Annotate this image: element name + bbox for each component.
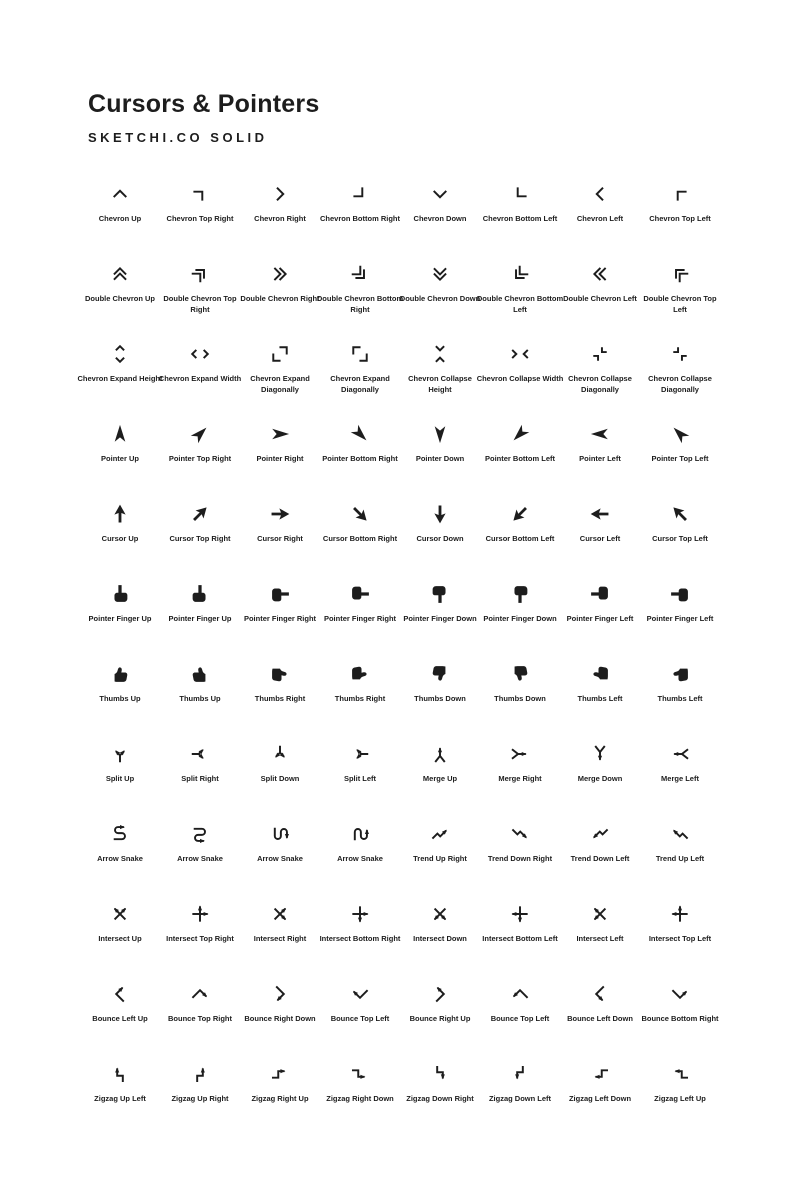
intersect-top-right-icon bbox=[187, 901, 213, 927]
arrow-snake-3-icon bbox=[267, 821, 293, 847]
icon-cell bbox=[240, 720, 320, 800]
trend-up-right-icon bbox=[427, 821, 453, 847]
cursor-top-left-icon bbox=[667, 501, 693, 527]
icon-cell bbox=[320, 320, 400, 400]
icon-cell bbox=[400, 640, 480, 720]
icon-label: Pointer Right bbox=[256, 454, 304, 463]
double-chevron-down-icon bbox=[427, 261, 453, 287]
icon-label: Double Chevron Left bbox=[563, 294, 637, 303]
icon-label: Double Chevron Down bbox=[399, 294, 481, 303]
icon-label: Bounce Left Up bbox=[92, 1014, 148, 1023]
icon-label: Bounce Top Left bbox=[490, 1014, 550, 1023]
icon-label: Intersect Top Left bbox=[648, 934, 712, 943]
page-title: Cursors & Pointers bbox=[88, 90, 320, 118]
icon-label: Cursor Right bbox=[257, 534, 303, 543]
icon-cell bbox=[400, 160, 480, 240]
double-chevron-top-left-icon bbox=[667, 261, 693, 287]
intersect-top-left-icon bbox=[667, 901, 693, 927]
chevron-collapse-diagonally-2-icon bbox=[667, 341, 693, 367]
icon-cell bbox=[560, 160, 640, 240]
icon-label: Pointer Finger Right bbox=[243, 614, 317, 623]
icon-label: Pointer Bottom Right bbox=[322, 454, 398, 463]
cursor-right-icon bbox=[267, 501, 293, 527]
thumbs-down-2-icon bbox=[507, 661, 533, 687]
header bbox=[88, 90, 319, 145]
pointer-up-icon bbox=[107, 421, 133, 447]
icon-cell bbox=[400, 1040, 480, 1120]
icon-label: Zigzag Up Left bbox=[94, 1094, 146, 1103]
icon-label: Intersect Bottom Right bbox=[319, 934, 401, 943]
merge-down-icon bbox=[587, 741, 613, 767]
icon-cell bbox=[480, 720, 560, 800]
icon-cell bbox=[240, 960, 320, 1040]
icon-label: Intersect Bottom Left bbox=[482, 934, 558, 943]
icon-label: Chevron Left bbox=[576, 214, 624, 223]
icon-label: Zigzag Up Right bbox=[171, 1094, 229, 1103]
icon-cell bbox=[480, 1040, 560, 1120]
icon-label: Pointer Finger Left bbox=[646, 614, 714, 623]
intersect-up-icon bbox=[107, 901, 133, 927]
pointer-bottom-right-icon bbox=[347, 421, 373, 447]
icon-label: Pointer Finger Up bbox=[168, 614, 232, 623]
icon-label: Chevron Collapse Diagonally bbox=[568, 374, 632, 394]
chevron-expand-diagonally-1-icon bbox=[267, 341, 293, 367]
icon-label: Double Chevron Right bbox=[240, 294, 320, 303]
intersect-bottom-left-icon bbox=[507, 901, 533, 927]
icon-label: Zigzag Down Left bbox=[488, 1094, 552, 1103]
icon-label: Pointer Left bbox=[579, 454, 621, 463]
cursor-up-icon bbox=[107, 501, 133, 527]
thumbs-left-1-icon bbox=[587, 661, 613, 687]
bounce-top-left-1-icon bbox=[347, 981, 373, 1007]
icon-cell bbox=[320, 480, 400, 560]
double-chevron-top-right-icon bbox=[187, 261, 213, 287]
icon-cell bbox=[80, 960, 160, 1040]
icon-cell bbox=[640, 880, 720, 960]
thumbs-down-1-icon bbox=[427, 661, 453, 687]
icon-cell bbox=[480, 640, 560, 720]
icon-label: Arrow Snake bbox=[97, 854, 143, 863]
thumbs-up-2-icon bbox=[187, 661, 213, 687]
pointer-finger-left-1-icon bbox=[587, 581, 613, 607]
icon-label: Chevron Right bbox=[254, 214, 306, 223]
icon-label: Double Chevron Up bbox=[84, 294, 155, 303]
icon-label: Bounce Left Down bbox=[567, 1014, 633, 1023]
trend-up-left-icon bbox=[667, 821, 693, 847]
split-right-icon bbox=[187, 741, 213, 767]
icon-label: Thumbs Up bbox=[99, 694, 141, 703]
icon-cell bbox=[480, 160, 560, 240]
pointer-finger-up-2-icon bbox=[187, 581, 213, 607]
chevron-left-icon bbox=[587, 181, 613, 207]
icon-cell bbox=[320, 560, 400, 640]
icon-cell bbox=[400, 400, 480, 480]
merge-up-icon bbox=[427, 741, 453, 767]
icon-cell bbox=[640, 720, 720, 800]
icon-cell bbox=[240, 240, 320, 320]
icon-cell bbox=[480, 960, 560, 1040]
split-left-icon bbox=[347, 741, 373, 767]
icon-label: Double Chevron Bottom Left bbox=[476, 294, 564, 314]
icon-cell bbox=[480, 400, 560, 480]
icon-label: Thumbs Up bbox=[179, 694, 221, 703]
icon-cell bbox=[400, 800, 480, 880]
icon-cell bbox=[560, 640, 640, 720]
icon-cell bbox=[240, 640, 320, 720]
pointer-down-icon bbox=[427, 421, 453, 447]
icon-cell bbox=[560, 480, 640, 560]
bounce-left-down-icon bbox=[587, 981, 613, 1007]
chevron-expand-height-icon bbox=[107, 341, 133, 367]
icon-label: Thumbs Down bbox=[414, 694, 466, 703]
icon-label: Bounce Right Down bbox=[244, 1014, 316, 1023]
cursor-bottom-right-icon bbox=[347, 501, 373, 527]
icon-label: Pointer Bottom Left bbox=[485, 454, 555, 463]
icon-label: Thumbs Left bbox=[577, 694, 623, 703]
icon-label: Zigzag Left Up bbox=[654, 1094, 706, 1103]
intersect-right-icon bbox=[267, 901, 293, 927]
icon-cell bbox=[80, 880, 160, 960]
icon-cell bbox=[400, 960, 480, 1040]
split-down-icon bbox=[267, 741, 293, 767]
icon-cell bbox=[320, 1040, 400, 1120]
zigzag-right-up-icon bbox=[267, 1061, 293, 1087]
icon-cell bbox=[560, 880, 640, 960]
icon-cell bbox=[476, 320, 564, 400]
icon-label: Pointer Up bbox=[101, 454, 139, 463]
bounce-top-left-2-icon bbox=[507, 981, 533, 1007]
double-chevron-bottom-left-icon bbox=[507, 261, 533, 287]
chevron-top-left-icon bbox=[667, 181, 693, 207]
zigzag-left-down-icon bbox=[587, 1061, 613, 1087]
icon-cell bbox=[240, 880, 320, 960]
page-subtitle: SKETCHI.CO SOLID bbox=[88, 130, 268, 145]
icon-cell bbox=[160, 240, 240, 320]
icon-label: Cursor Left bbox=[579, 534, 621, 543]
icon-label: Arrow Snake bbox=[177, 854, 223, 863]
bounce-right-up-icon bbox=[427, 981, 453, 1007]
bounce-bottom-right-icon bbox=[667, 981, 693, 1007]
icon-cell bbox=[320, 400, 400, 480]
double-chevron-bottom-right-icon bbox=[347, 261, 373, 287]
intersect-left-icon bbox=[587, 901, 613, 927]
icon-cell bbox=[160, 960, 240, 1040]
cursor-down-icon bbox=[427, 501, 453, 527]
icon-cell bbox=[560, 320, 640, 400]
icon-cell bbox=[640, 400, 720, 480]
zigzag-down-left-icon bbox=[507, 1061, 533, 1087]
icon-cell bbox=[560, 560, 640, 640]
icon-cell bbox=[400, 720, 480, 800]
icon-cell bbox=[160, 560, 240, 640]
merge-left-icon bbox=[667, 741, 693, 767]
chevron-expand-diagonally-2-icon bbox=[347, 341, 373, 367]
icon-cell bbox=[240, 320, 320, 400]
icon-label: Pointer Finger Up bbox=[88, 614, 152, 623]
icon-cell bbox=[240, 160, 320, 240]
icon-cell bbox=[80, 640, 160, 720]
pointer-finger-up-1-icon bbox=[107, 581, 133, 607]
thumbs-right-2-icon bbox=[347, 661, 373, 687]
icon-label: Trend Up Left bbox=[655, 854, 705, 863]
icon-label: Thumbs Left bbox=[657, 694, 703, 703]
icon-label: Intersect Down bbox=[413, 934, 467, 943]
pointer-left-icon bbox=[587, 421, 613, 447]
icon-cell bbox=[80, 1040, 160, 1120]
icon-cell bbox=[560, 720, 640, 800]
icon-cell bbox=[480, 800, 560, 880]
icon-cell bbox=[640, 800, 720, 880]
icon-cell bbox=[480, 560, 560, 640]
chevron-down-icon bbox=[427, 181, 453, 207]
pointer-finger-right-1-icon bbox=[267, 581, 293, 607]
icon-label: Intersect Right bbox=[253, 934, 307, 943]
double-chevron-up-icon bbox=[107, 261, 133, 287]
icon-cell bbox=[80, 800, 160, 880]
cursor-top-right-icon bbox=[187, 501, 213, 527]
icon-cell bbox=[640, 480, 720, 560]
bounce-left-up-icon bbox=[107, 981, 133, 1007]
icon-label: Cursor Bottom Left bbox=[485, 534, 555, 543]
icon-label: Trend Down Right bbox=[487, 854, 553, 863]
cursor-left-icon bbox=[587, 501, 613, 527]
icon-cell bbox=[240, 1040, 320, 1120]
icon-cell bbox=[476, 240, 564, 320]
icon-label: Chevron Collapse Height bbox=[408, 374, 472, 394]
icon-label: Merge Right bbox=[498, 774, 542, 783]
icon-cell bbox=[400, 320, 480, 400]
pointer-bottom-left-icon bbox=[507, 421, 533, 447]
intersect-bottom-right-icon bbox=[347, 901, 373, 927]
thumbs-right-1-icon bbox=[267, 661, 293, 687]
icon-label: Intersect Left bbox=[576, 934, 624, 943]
trend-down-left-icon bbox=[587, 821, 613, 847]
icon-cell bbox=[160, 880, 240, 960]
zigzag-left-up-icon bbox=[667, 1061, 693, 1087]
icon-label: Zigzag Right Up bbox=[251, 1094, 309, 1103]
icon-cell bbox=[160, 640, 240, 720]
cursor-bottom-left-icon bbox=[507, 501, 533, 527]
icon-cell bbox=[80, 160, 160, 240]
icon-label: Double Chevron Top Right bbox=[163, 294, 237, 314]
pointer-finger-left-2-icon bbox=[667, 581, 693, 607]
icon-label: Trend Up Right bbox=[413, 854, 467, 863]
double-chevron-right-icon bbox=[267, 261, 293, 287]
chevron-collapse-height-icon bbox=[427, 341, 453, 367]
icon-label: Pointer Top Left bbox=[651, 454, 709, 463]
zigzag-up-left-icon bbox=[107, 1061, 133, 1087]
trend-down-right-icon bbox=[507, 821, 533, 847]
icon-cell bbox=[640, 1040, 720, 1120]
icon-label: Cursor Top Right bbox=[169, 534, 231, 543]
icon-label: Double Chevron Top Left bbox=[643, 294, 717, 314]
icon-cell bbox=[160, 160, 240, 240]
pointer-top-left-icon bbox=[667, 421, 693, 447]
icon-cell bbox=[480, 880, 560, 960]
pointer-finger-down-1-icon bbox=[427, 581, 453, 607]
icon-label: Chevron Bottom Left bbox=[482, 214, 558, 223]
icon-cell bbox=[80, 240, 160, 320]
icon-cell bbox=[640, 240, 720, 320]
icon-label: Cursor Bottom Right bbox=[322, 534, 398, 543]
icon-grid bbox=[77, 160, 720, 1120]
pointer-top-right-icon bbox=[187, 421, 213, 447]
icon-label: Bounce Top Left bbox=[330, 1014, 390, 1023]
icon-cell bbox=[160, 800, 240, 880]
chevron-up-icon bbox=[107, 181, 133, 207]
icon-label: Chevron Top Left bbox=[649, 214, 711, 223]
pointer-finger-right-2-icon bbox=[347, 581, 373, 607]
icon-cell bbox=[240, 400, 320, 480]
icon-label: Arrow Snake bbox=[257, 854, 303, 863]
arrow-snake-2-icon bbox=[187, 821, 213, 847]
icon-cell bbox=[560, 960, 640, 1040]
icon-label: Chevron Collapse Width bbox=[476, 374, 564, 383]
icon-label: Intersect Up bbox=[98, 934, 142, 943]
zigzag-down-right-icon bbox=[427, 1061, 453, 1087]
icon-label: Chevron Top Right bbox=[166, 214, 234, 223]
chevron-right-icon bbox=[267, 181, 293, 207]
icon-label: Thumbs Down bbox=[494, 694, 546, 703]
icon-label: Split Right bbox=[181, 774, 219, 783]
icon-label: Split Up bbox=[105, 774, 135, 783]
icon-cell bbox=[480, 480, 560, 560]
icon-label: Chevron Expand Diagonally bbox=[330, 374, 390, 394]
icon-label: Cursor Down bbox=[416, 534, 464, 543]
icon-label: Pointer Finger Right bbox=[323, 614, 397, 623]
icon-label: Chevron Expand Width bbox=[158, 374, 242, 383]
icon-label: Bounce Top Right bbox=[167, 1014, 233, 1023]
icon-label: Chevron Bottom Right bbox=[320, 214, 400, 223]
icon-label: Pointer Finger Left bbox=[566, 614, 634, 623]
icon-label: Zigzag Right Down bbox=[326, 1094, 394, 1103]
chevron-collapse-width-icon bbox=[507, 341, 533, 367]
icon-label: Bounce Right Up bbox=[409, 1014, 471, 1023]
icon-label: Split Down bbox=[260, 774, 300, 783]
icon-label: Merge Left bbox=[661, 774, 699, 783]
icon-label: Chevron Collapse Diagonally bbox=[648, 374, 712, 394]
thumbs-left-2-icon bbox=[667, 661, 693, 687]
icon-cell bbox=[400, 880, 480, 960]
icon-cell bbox=[80, 560, 160, 640]
icon-cell bbox=[80, 400, 160, 480]
icon-cell bbox=[320, 880, 400, 960]
merge-right-icon bbox=[507, 741, 533, 767]
icon-label: Zigzag Left Down bbox=[568, 1094, 632, 1103]
icon-cell bbox=[240, 480, 320, 560]
icon-cell bbox=[400, 240, 480, 320]
icon-label: Chevron Up bbox=[98, 214, 142, 223]
icon-cell bbox=[80, 480, 160, 560]
icon-label: Pointer Finger Down bbox=[483, 614, 557, 623]
icon-cell bbox=[400, 560, 480, 640]
icon-cell bbox=[640, 320, 720, 400]
icon-label: Intersect Top Right bbox=[166, 934, 234, 943]
icon-cell bbox=[560, 1040, 640, 1120]
arrow-snake-4-icon bbox=[347, 821, 373, 847]
icon-label: Thumbs Right bbox=[334, 694, 386, 703]
icon-cell bbox=[320, 960, 400, 1040]
icon-cell bbox=[640, 560, 720, 640]
icon-label: Split Left bbox=[343, 774, 377, 783]
pointer-right-icon bbox=[267, 421, 293, 447]
icon-cell bbox=[320, 640, 400, 720]
icon-label: Pointer Top Right bbox=[168, 454, 232, 463]
icon-cell bbox=[160, 480, 240, 560]
zigzag-right-down-icon bbox=[347, 1061, 373, 1087]
icon-cell bbox=[640, 160, 720, 240]
icon-label: Chevron Expand Diagonally bbox=[250, 374, 310, 394]
icon-label: Zigzag Down Right bbox=[406, 1094, 474, 1103]
thumbs-up-1-icon bbox=[107, 661, 133, 687]
icon-cell bbox=[560, 240, 640, 320]
split-up-icon bbox=[107, 741, 133, 767]
icon-cell bbox=[240, 800, 320, 880]
bounce-top-right-icon bbox=[187, 981, 213, 1007]
icon-cell bbox=[77, 320, 163, 400]
icon-label: Pointer Finger Down bbox=[403, 614, 477, 623]
icon-cell bbox=[160, 720, 240, 800]
icon-label: Chevron Expand Height bbox=[77, 374, 163, 383]
chevron-collapse-diagonally-1-icon bbox=[587, 341, 613, 367]
icon-cell bbox=[560, 800, 640, 880]
icon-cell bbox=[640, 960, 720, 1040]
icon-cell bbox=[640, 640, 720, 720]
chevron-expand-width-icon bbox=[187, 341, 213, 367]
icon-cell bbox=[160, 1040, 240, 1120]
double-chevron-left-icon bbox=[587, 261, 613, 287]
icon-cell bbox=[316, 240, 404, 320]
icon-cell bbox=[160, 320, 240, 400]
icon-label: Trend Down Left bbox=[570, 854, 630, 863]
zigzag-up-right-icon bbox=[187, 1061, 213, 1087]
icon-label: Double Chevron Bottom Right bbox=[316, 294, 404, 314]
arrow-snake-1-icon bbox=[107, 821, 133, 847]
icon-cell bbox=[400, 480, 480, 560]
icon-cell bbox=[560, 400, 640, 480]
intersect-down-icon bbox=[427, 901, 453, 927]
icon-label: Thumbs Right bbox=[254, 694, 306, 703]
icon-cell bbox=[160, 400, 240, 480]
icon-cell bbox=[320, 720, 400, 800]
icon-cell bbox=[80, 720, 160, 800]
icon-label: Merge Up bbox=[422, 774, 458, 783]
icon-label: Chevron Down bbox=[413, 214, 467, 223]
chevron-top-right-icon bbox=[187, 181, 213, 207]
icon-label: Cursor Top Left bbox=[652, 534, 708, 543]
icon-cell bbox=[240, 560, 320, 640]
icon-label: Cursor Up bbox=[101, 534, 139, 543]
icon-label: Pointer Down bbox=[415, 454, 465, 463]
icon-label: Bounce Bottom Right bbox=[641, 1014, 719, 1023]
icon-label: Arrow Snake bbox=[337, 854, 383, 863]
icon-cell bbox=[320, 160, 400, 240]
chevron-bottom-left-icon bbox=[507, 181, 533, 207]
chevron-bottom-right-icon bbox=[347, 181, 373, 207]
pointer-finger-down-2-icon bbox=[507, 581, 533, 607]
icon-label: Merge Down bbox=[577, 774, 623, 783]
icon-cell bbox=[320, 800, 400, 880]
bounce-right-down-icon bbox=[267, 981, 293, 1007]
